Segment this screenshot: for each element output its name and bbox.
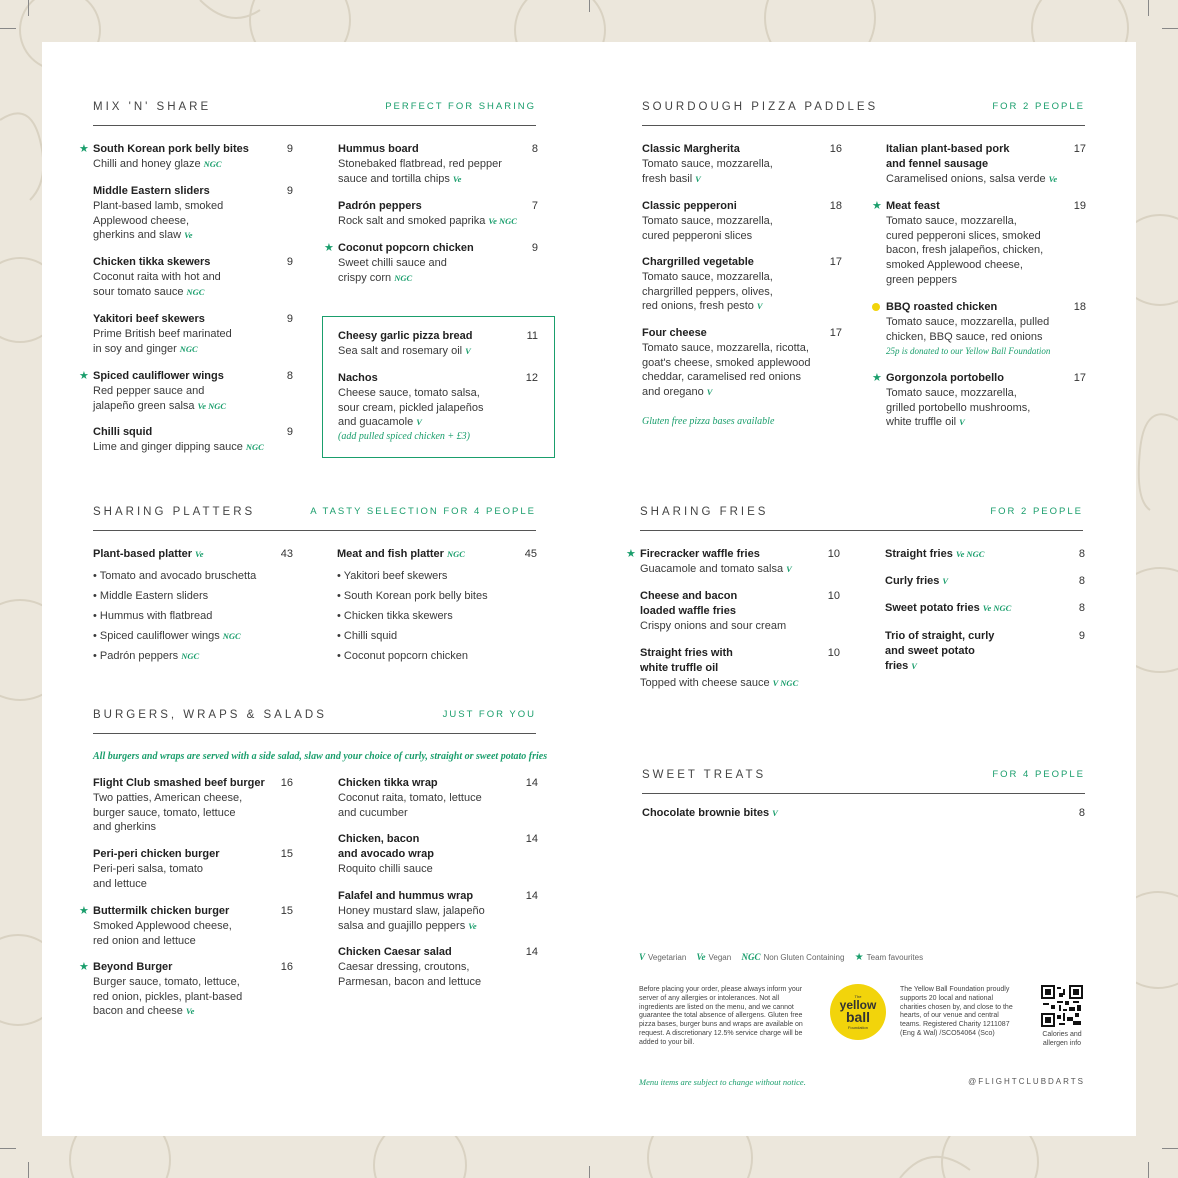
list-item: • South Korean pork belly bites: [337, 590, 488, 602]
item-price: 19: [1073, 200, 1086, 212]
item-name: Nachos: [338, 372, 378, 384]
item-name: Straight fries: [885, 548, 953, 560]
svg-text:Foundation: Foundation: [847, 1025, 869, 1030]
crop-mark: [0, 28, 16, 29]
item-name: Middle Eastern sliders: [93, 185, 210, 197]
section-title: SWEET TREATS: [642, 769, 767, 781]
diet-tag: Ve NGC: [197, 400, 227, 411]
svg-text:yellow: yellow: [839, 998, 877, 1012]
menu-item: [338, 329, 538, 359]
section-title: SHARING FRIES: [640, 506, 769, 518]
menu-item: [626, 547, 840, 577]
list-item: • Spiced cauliflower wings NGC: [93, 630, 241, 642]
item-name: Meat and fish platter: [337, 548, 444, 560]
section-subtitle: PERFECT FOR SHARING: [385, 101, 536, 112]
burgers-intro: All burgers and wraps are served with a side salad, slaw and your choice of curly, straight or sweet potato fries: [93, 751, 548, 762]
diet-tag: V: [772, 808, 778, 818]
pizza-note: Gluten free pizza bases available: [642, 416, 775, 427]
burgers-section-header: [93, 709, 536, 734]
diet-tag: V: [959, 417, 965, 428]
item-price: 10: [827, 548, 840, 560]
item-price: 10: [827, 647, 840, 659]
star-icon: ★: [79, 961, 89, 973]
menu-item: [79, 142, 293, 172]
item-price: 15: [280, 905, 293, 917]
menu-item: [338, 371, 538, 445]
diet-tag: NGC: [222, 631, 241, 641]
section-subtitle: JUST FOR YOU: [442, 709, 536, 720]
item-name: Chicken tikka skewers: [93, 256, 211, 268]
item-name: Gorgonzola portobello: [886, 372, 1004, 384]
item-price: 8: [1078, 548, 1085, 560]
qr-caption: Calories and allergen info: [1042, 1031, 1082, 1047]
social-handle: @FLIGHTCLUBDARTS: [968, 1077, 1085, 1086]
menu-item: [885, 547, 1085, 562]
menu-item: [642, 255, 842, 314]
platter-item: [93, 547, 293, 562]
item-desc: Caramelised onions, salsa verde: [886, 172, 1046, 185]
section-subtitle: A TASTY SELECTION FOR 4 PEOPLE: [310, 506, 536, 517]
menu-item: [338, 945, 538, 989]
item-desc: Red pepper sauce and jalapeño green salsa: [93, 384, 205, 412]
yellow-ball-foundation-logo: [830, 984, 886, 1040]
diet-tag: NGC: [181, 651, 200, 661]
item-price: 9: [286, 313, 293, 325]
list-item: • Middle Eastern sliders: [93, 590, 209, 602]
menu-item: [885, 629, 1085, 673]
item-desc: Sea salt and rosemary oil: [338, 344, 463, 357]
diet-tag: Ve: [185, 1006, 195, 1017]
allergy-notice: Before placing your order, please always inform your server of any allergies or intolerances. Not all ingredients are listed on the menu, and we cannot guarantee the total absence of allergens. Gluten free pizza bases, burger buns and wraps are available on request. A discretionary 12.5% service charge will be added to your bill.: [639, 986, 803, 1046]
section-subtitle: FOR 2 PEOPLE: [990, 506, 1083, 517]
svg-text:The: The: [854, 994, 862, 999]
item-price: 8: [1078, 602, 1085, 614]
crop-mark: [0, 1148, 16, 1149]
menu-item: [640, 646, 840, 690]
menu-item: [642, 326, 842, 400]
item-name: Spiced cauliflower wings: [93, 370, 224, 382]
item-price: 16: [280, 777, 293, 789]
diet-tag: V: [465, 345, 471, 356]
menu-item: [93, 776, 293, 835]
diet-tag: NGC: [245, 441, 264, 452]
menu-item: [872, 199, 1086, 288]
item-name: Straight fries with white truffle oil: [640, 647, 733, 674]
item-desc: Plant-based lamb, smoked Applewood cheese, gherkins and slaw: [93, 199, 224, 242]
list-item: • Coconut popcorn chicken: [337, 650, 469, 662]
menu-item: [642, 142, 842, 186]
list-item: • Hummus with flatbread: [93, 610, 213, 622]
item-desc: Tomato sauce, mozzarella, cured pepperoni slices, smoked bacon, fresh jalapeños, chicken, smoked Applewood cheese, green peppers: [886, 214, 1044, 286]
crop-mark: [28, 1162, 29, 1178]
item-desc: Cheese sauce, tomato salsa, sour cream, pickled jalapeños and guacamole: [338, 386, 484, 429]
item-name: Hummus board: [338, 143, 419, 155]
item-name: Chicken, bacon and avocado wrap: [338, 833, 434, 860]
diet-tag: V: [942, 576, 949, 586]
item-name: Buttermilk chicken burger: [93, 905, 230, 917]
item-price: 16: [280, 961, 293, 973]
item-price: 12: [525, 372, 538, 384]
crop-mark: [1148, 1162, 1149, 1178]
item-price: 14: [525, 777, 538, 789]
item-note: (add pulled spiced chicken + £3): [338, 431, 470, 443]
plant-platter-list: [93, 566, 256, 666]
diet-tag: Ve NGC: [488, 215, 517, 226]
menu-item: [886, 300, 1086, 359]
yellow-ball-logo-icon: [830, 984, 886, 1040]
item-name: Yakitori beef skewers: [93, 313, 205, 325]
star-icon: ★: [872, 200, 882, 212]
menu-item: [338, 199, 538, 229]
svg-text:ball: ball: [845, 1009, 871, 1025]
diet-tag: NGC: [179, 343, 198, 354]
platters-section-header: [93, 506, 536, 531]
item-price: 18: [829, 200, 842, 212]
crop-mark: [28, 0, 29, 16]
item-price: 8: [531, 143, 538, 155]
item-name: Four cheese: [642, 327, 707, 339]
diet-tag: V NGC: [772, 677, 799, 688]
menu-item: [885, 601, 1085, 616]
crop-mark: [1162, 28, 1178, 29]
star-icon: ★: [79, 370, 89, 382]
diet-tag: V: [756, 301, 763, 312]
item-price: 45: [524, 548, 537, 560]
menu-item: [872, 371, 1086, 430]
diet-tag: Ve: [1048, 173, 1058, 184]
item-desc: Sweet chilli sauce and crispy corn: [338, 256, 447, 284]
item-desc: Tomato sauce, mozzarella, chargrilled peppers, olives, red onions, fresh pesto: [642, 270, 773, 313]
item-desc: Roquito chilli sauce: [338, 862, 433, 875]
star-icon: ★: [79, 905, 89, 917]
diet-tag: NGC: [446, 549, 465, 559]
item-name: Falafel and hummus wrap: [338, 890, 474, 902]
menu-item: [93, 312, 293, 356]
item-name: Meat feast: [886, 200, 940, 212]
diet-tag: Ve: [184, 230, 193, 241]
diet-tag: V: [706, 387, 713, 398]
sweet-section-header: [642, 769, 1085, 794]
diet-tag: Ve: [452, 173, 462, 184]
list-item: • Chicken tikka skewers: [337, 610, 453, 622]
diet-tag: V: [416, 417, 422, 428]
item-desc: Lime and ginger dipping sauce: [93, 440, 243, 453]
section-subtitle: FOR 2 PEOPLE: [992, 101, 1085, 112]
list-item: • Tomato and avocado bruschetta: [93, 570, 257, 582]
item-name: Italian plant-based pork and fennel sausage: [886, 143, 1010, 170]
foundation-text: The Yellow Ball Foundation proudly supports 20 local and national charities chosen by, and close to the hearts, of our venue and central teams. Registered Charity 1211087 (Eng & Wal) /SCO54064 (Sco): [900, 986, 1013, 1037]
star-icon: ★: [626, 548, 636, 560]
qr-code[interactable]: [1041, 985, 1083, 1027]
star-icon: ★: [872, 372, 882, 384]
item-price: 9: [531, 242, 538, 254]
diet-tag: Ve: [195, 549, 204, 559]
list-item: • Chilli squid: [337, 630, 398, 642]
list-item: • Yakitori beef skewers: [337, 570, 448, 582]
item-price: 14: [525, 833, 538, 845]
menu-item: [93, 184, 293, 243]
item-name: Plant-based platter: [93, 548, 193, 560]
item-name: Sweet potato fries: [885, 602, 980, 614]
section-title: BURGERS, WRAPS & SALADS: [93, 709, 327, 721]
item-desc: Prime British beef marinated in soy and ginger: [93, 327, 232, 355]
item-name: Trio of straight, curly and sweet potato fries: [885, 630, 995, 672]
item-price: 15: [280, 848, 293, 860]
menu-page: [42, 42, 1136, 1136]
list-item: • Padrón peppers NGC: [93, 650, 200, 662]
item-name: Chicken Caesar salad: [338, 946, 452, 958]
item-name: Classic pepperoni: [642, 200, 737, 212]
item-name: Cheese and bacon loaded waffle fries: [640, 590, 738, 617]
diet-tag: Ve: [468, 920, 477, 931]
item-desc: Crispy onions and sour cream: [640, 619, 787, 632]
item-desc: Rock salt and smoked paprika: [338, 214, 486, 227]
menu-item: [640, 589, 840, 633]
menu-item: [885, 574, 1085, 589]
item-price: 8: [1078, 807, 1085, 819]
menu-item: [642, 806, 1085, 821]
item-name: South Korean pork belly bites: [93, 143, 249, 155]
star-icon: ★: [324, 242, 334, 254]
item-name: Chicken tikka wrap: [338, 777, 438, 789]
mix-section-header: [93, 101, 536, 126]
item-price: 17: [1073, 372, 1086, 384]
diet-tag: NGC: [203, 158, 222, 169]
item-desc: Guacamole and tomato salsa: [640, 562, 784, 575]
diet-tag: V: [786, 563, 792, 574]
diet-tag: Ve NGC: [982, 603, 1012, 613]
item-price: 9: [286, 426, 293, 438]
item-desc: Chilli and honey glaze: [93, 157, 201, 170]
meat-platter-list: [337, 566, 488, 666]
item-name: Curly fries: [885, 575, 940, 587]
item-price: 8: [1078, 575, 1085, 587]
item-price: 11: [526, 330, 538, 342]
menu-item: [642, 199, 842, 243]
crop-mark: [589, 0, 590, 12]
item-desc: Tomato sauce, mozzarella, grilled portobello mushrooms, white truffle oil: [886, 386, 1031, 429]
crop-mark: [1148, 0, 1149, 16]
menu-item: [338, 832, 538, 876]
item-desc: Tomato sauce, mozzarella, fresh basil: [642, 157, 773, 185]
item-name: Firecracker waffle fries: [640, 548, 760, 560]
crop-mark: [589, 1166, 590, 1178]
menu-item: [886, 142, 1086, 186]
item-desc: Coconut raita with hot and sour tomato sauce: [93, 270, 221, 298]
section-title: MIX 'N' SHARE: [93, 101, 212, 113]
item-price: 8: [286, 370, 293, 382]
star-icon: ★: [79, 143, 89, 155]
item-name: Beyond Burger: [93, 961, 173, 973]
menu-item: [79, 369, 293, 413]
item-desc: Caesar dressing, croutons, Parmesan, bacon and lettuce: [338, 960, 482, 988]
crop-mark: [1162, 1148, 1178, 1149]
item-desc: Coconut raita, tomato, lettuce and cucumber: [338, 791, 482, 819]
item-price: 16: [829, 143, 842, 155]
menu-item: [79, 960, 293, 1019]
item-desc: Two patties, American cheese, burger sauce, tomato, lettuce and gherkins: [93, 791, 243, 834]
star-icon: ★: [854, 952, 864, 963]
item-desc: Burger sauce, tomato, lettuce, red onion, pickles, plant-based bacon and cheese: [93, 975, 243, 1018]
yellow-ball-icon: [872, 303, 880, 311]
section-subtitle: FOR 4 PEOPLE: [992, 769, 1085, 780]
item-name: Peri-peri chicken burger: [93, 848, 220, 860]
item-price: 10: [827, 590, 840, 602]
diet-tag: V: [695, 173, 701, 184]
item-price: 9: [286, 143, 293, 155]
item-name: Flight Club smashed beef burger: [93, 777, 265, 789]
item-name: Coconut popcorn chicken: [338, 242, 474, 254]
item-price: 18: [1073, 301, 1086, 313]
item-price: 9: [286, 185, 293, 197]
item-name: Padrón peppers: [338, 200, 422, 212]
item-price: 9: [286, 256, 293, 268]
menu-item: [338, 776, 538, 820]
menu-item: [338, 889, 538, 933]
item-name: BBQ roasted chicken: [886, 301, 998, 313]
item-desc: Tomato sauce, mozzarella, cured pepperoni slices: [642, 214, 773, 242]
diet-legend: V Vegetarian Ve Vegan NGC Non Gluten Containing ★ Team favourites: [639, 952, 924, 963]
section-title: SHARING PLATTERS: [93, 506, 256, 518]
diet-tag: Ve NGC: [955, 549, 985, 559]
item-desc: Honey mustard slaw, jalapeño salsa and guajillo peppers: [338, 904, 485, 932]
menu-item: [79, 904, 293, 948]
item-desc: Peri-peri salsa, tomato and lettuce: [93, 862, 204, 890]
item-desc: Tomato sauce, mozzarella, pulled chicken, BBQ sauce, red onions: [886, 315, 1050, 343]
item-price: 14: [525, 890, 538, 902]
diet-tag: NGC: [186, 286, 205, 297]
item-price: 17: [1073, 143, 1086, 155]
diet-tag: NGC: [394, 272, 413, 283]
item-name: Classic Margherita: [642, 143, 740, 155]
item-price: 17: [829, 256, 842, 268]
menu-item: [93, 847, 293, 891]
item-price: 7: [531, 200, 538, 212]
item-price: 17: [829, 327, 842, 339]
platter-item: [337, 547, 537, 562]
item-name: Chilli squid: [93, 426, 153, 438]
item-desc: Tomato sauce, mozzarella, ricotta, goat's cheese, smoked applewood cheddar, caramelised red onions and oregano: [642, 341, 811, 399]
item-price: 14: [525, 946, 538, 958]
item-name: Chargrilled vegetable: [642, 256, 754, 268]
item-name: Cheesy garlic pizza bread: [338, 330, 473, 342]
item-desc: Smoked Applewood cheese, red onion and lettuce: [93, 919, 232, 947]
item-note: 25p is donated to our Yellow Ball Foundation: [886, 346, 1051, 357]
item-desc: Stonebaked flatbread, red pepper sauce and tortilla chips: [338, 157, 502, 185]
item-name: Chocolate brownie bites: [642, 807, 770, 819]
pizza-section-header: [642, 101, 1085, 126]
menu-item: [338, 142, 538, 186]
menu-item: [93, 425, 293, 455]
item-price: 43: [280, 548, 293, 560]
diet-tag: V: [911, 660, 917, 671]
section-title: SOURDOUGH PIZZA PADDLES: [642, 101, 879, 113]
item-desc: Topped with cheese sauce: [640, 676, 770, 689]
menu-item: [324, 241, 538, 285]
menu-item: [93, 255, 293, 299]
fries-section-header: [640, 506, 1083, 531]
change-notice: Menu items are subject to change without notice.: [639, 1077, 806, 1087]
item-price: 9: [1078, 630, 1085, 642]
